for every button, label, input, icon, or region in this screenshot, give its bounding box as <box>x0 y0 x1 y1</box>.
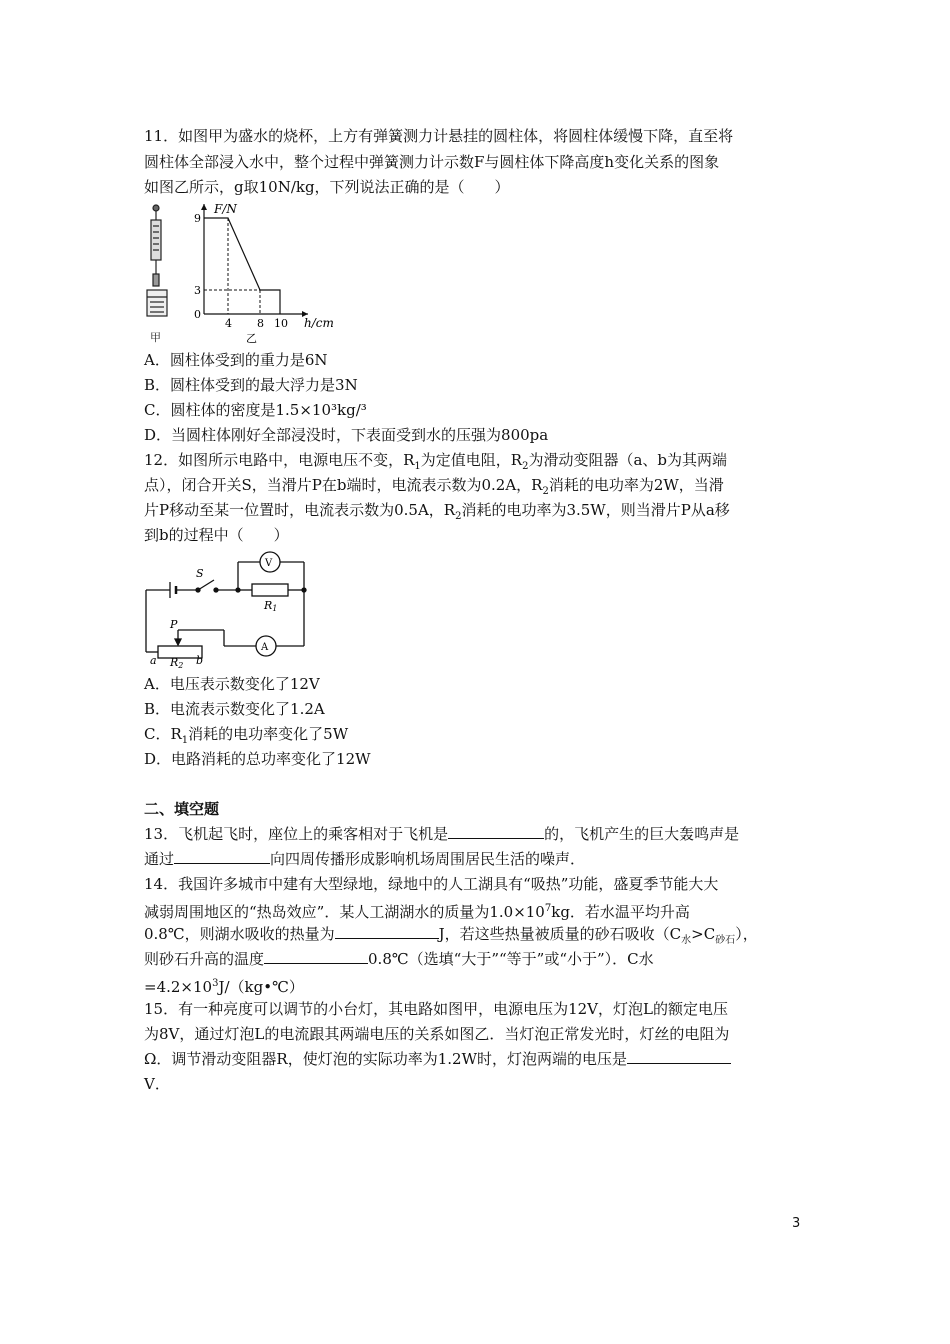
text: 消耗的电功率为3.5W，则当滑片P从a移 <box>461 501 730 519</box>
q11-line-3: 如图乙所示，g取10N/kg，下列说法正确的是（ ） <box>144 178 510 196</box>
sub: 2 <box>178 661 184 670</box>
q14-line-2 <box>144 897 690 924</box>
text: =4.2×10 <box>144 978 213 996</box>
switch-label: S <box>196 567 204 580</box>
force-height-graph <box>194 202 334 345</box>
answer-blank[interactable] <box>264 948 368 964</box>
y-tick-3: 3 <box>194 284 201 297</box>
end-b-label: b <box>196 654 204 667</box>
subscript: 水 <box>681 935 692 946</box>
text: 则砂石升高的温度 <box>144 950 265 968</box>
q15-line-4: V． <box>144 1075 170 1093</box>
q11-line-1: 11．如图甲为盛水的烧杯，上方有弹簧测力计悬挂的圆柱体，将圆柱体缓慢下降，直至将 <box>144 127 734 145</box>
q13-line-2 <box>144 847 585 871</box>
q15-line-2: 为8V，通过灯泡L的电流跟其两端电压的关系如图乙．当灯泡正常发光时，灯丝的电阻为 <box>144 1025 730 1043</box>
r: R <box>170 656 179 669</box>
text: J，若这些热量被质量的砂石吸收（C <box>438 925 682 943</box>
section-heading: 二、填空题 <box>144 800 220 818</box>
text: C．R <box>144 725 182 743</box>
text: ）， <box>735 925 758 943</box>
subscript: 1 <box>414 461 421 472</box>
text: 片P移动至某一位置时，电流表示数为0.5A，R <box>144 501 456 519</box>
switch-blade <box>198 580 214 590</box>
r: R <box>264 599 273 612</box>
q12-option-b: B．电流表示数变化了1.2A <box>144 700 325 718</box>
answer-blank[interactable] <box>335 923 439 939</box>
end-a-label: a <box>150 654 157 667</box>
text: 消耗的电功率为2W，当滑 <box>548 476 724 494</box>
q11-option-d: D．当圆柱体刚好全部浸没时，下表面受到水的压强为800pa <box>144 426 549 444</box>
y-axis-label: F/N <box>214 202 237 216</box>
text: 减弱周围地区的“热岛效应”．某人工湖湖水的质量为1.0×10 <box>144 903 545 921</box>
superscript: 7 <box>544 903 552 914</box>
sub: 1 <box>272 604 278 613</box>
q14-line-5 <box>144 972 304 999</box>
voltmeter-label: V <box>265 558 273 569</box>
q11-option-b: B．圆柱体受到的最大浮力是3N <box>144 376 358 394</box>
figure-label-jia: 甲 <box>150 331 161 344</box>
text: 的，飞机产生的巨大轰鸣声是 <box>544 825 740 843</box>
text: 向四周传播形成影响机场周围居民生活的噪声． <box>270 850 586 868</box>
slider-label: P <box>170 618 178 631</box>
r1-label <box>263 599 277 613</box>
q15-line-3 <box>144 1047 731 1071</box>
page-number: 3 <box>792 1216 801 1231</box>
ammeter-label: A <box>261 642 269 653</box>
q11-option-a: A．圆柱体受到的重力是6N <box>144 351 328 369</box>
text: 0.8℃，则湖水吸收的热量为 <box>144 925 335 943</box>
q14-line-4 <box>144 947 654 971</box>
text: 为定值电阻，R <box>420 451 523 469</box>
text: 0.8℃（选填“大于”“等于”或“小于”）．C水 <box>368 950 654 968</box>
text: 12．如图所示电路中，电源电压不变，R <box>144 451 415 469</box>
x-tick-4: 4 <box>225 317 232 330</box>
subscript: 2 <box>522 461 529 472</box>
q12-circuit-diagram <box>140 546 320 670</box>
x-axis-label: h/cm <box>304 316 334 330</box>
subscript: 2 <box>542 486 549 497</box>
q11-option-c: C．圆柱体的密度是1.5×10³kg/³ <box>144 401 367 419</box>
q12-line-4: 到b的过程中（ ） <box>144 526 289 544</box>
q13-line-1 <box>144 822 739 846</box>
figure-label-yi: 乙 <box>246 332 257 345</box>
text: 通过 <box>144 850 175 868</box>
answer-blank[interactable] <box>627 1048 731 1064</box>
answer-blank[interactable] <box>448 823 544 839</box>
subscript: 1 <box>181 735 189 746</box>
text: 消耗的电功率变化了5W <box>188 725 349 743</box>
y-tick-9: 9 <box>194 212 201 225</box>
text: 点），闭合开关S，当滑片P在b端时，电流表示数为0.2A，R <box>144 476 543 494</box>
origin-label: 0 <box>194 308 201 321</box>
q11-line-2: 圆柱体全部浸入水中，整个过程中弹簧测力计示数F与圆柱体下降高度h变化关系的图象 <box>144 153 720 171</box>
spring-scale-illustration <box>147 205 167 316</box>
answer-blank[interactable] <box>174 848 270 864</box>
text: J/（kg•℃） <box>218 978 304 996</box>
x-tick-10: 10 <box>274 317 288 330</box>
text: kg．若水温平均升高 <box>551 903 690 921</box>
q15-line-1: 15．有一种亮度可以调节的小台灯，其电路如图甲，电源电压为12V，灯泡L的额定电压 <box>144 1000 728 1018</box>
x-tick-8: 8 <box>257 317 264 330</box>
r1-resistor <box>252 584 288 596</box>
q12-option-d: D．电路消耗的总功率变化了12W <box>144 750 371 768</box>
subscript: 砂石 <box>715 935 736 946</box>
q12-option-a: A．电压表示数变化了12V <box>144 675 320 693</box>
text: Ω．调节滑动变阻器R，使灯泡的实际功率为1.2W时，灯泡两端的电压是 <box>144 1050 628 1068</box>
superscript: 3 <box>212 978 219 989</box>
text: 为滑动变阻器（a、b为其两端 <box>528 451 727 469</box>
q14-line-1: 14．我国许多城市中建有大型绿地，绿地中的人工湖具有“吸热”功能，盛夏季节能大大 <box>144 875 719 893</box>
subscript: 2 <box>455 511 462 522</box>
q11-figure <box>142 200 342 346</box>
text: >C <box>691 925 716 943</box>
text: 13．飞机起飞时，座位上的乘客相对于飞机是 <box>144 825 449 843</box>
